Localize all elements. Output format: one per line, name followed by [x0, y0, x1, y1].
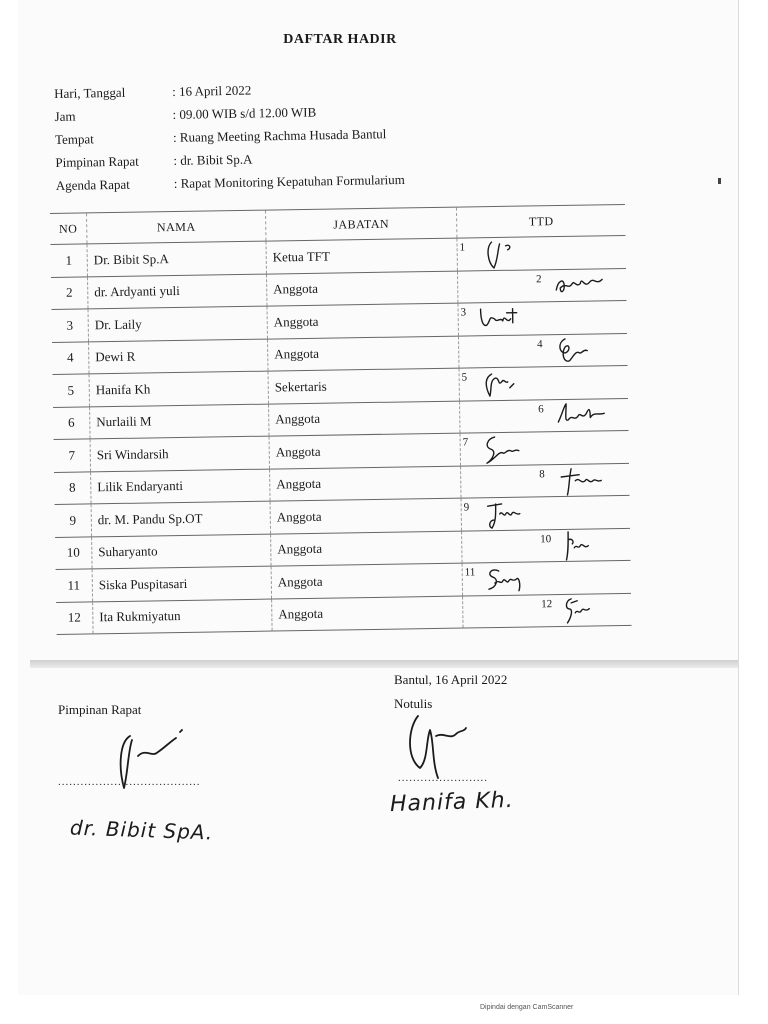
cell-no: 9 — [55, 504, 92, 537]
cell-jabatan: Anggota — [269, 433, 460, 468]
signature-mark — [475, 432, 535, 465]
cell-ttd — [461, 495, 630, 530]
attendance-table — [50, 204, 632, 635]
header-no: NO — [50, 213, 87, 245]
ttd-number: 2 — [536, 272, 542, 285]
cell-no: 5 — [53, 374, 90, 407]
cell-no: 4 — [52, 341, 89, 374]
leader-handwritten-name: dr. Bibit SpA. — [69, 815, 214, 845]
signature-mark — [473, 367, 533, 400]
cell-ttd — [459, 365, 628, 400]
meta-value: : Rapat Monitoring Kepatuhan Formularium — [173, 171, 405, 191]
ttd-number: 1 — [459, 241, 466, 254]
signature-mark — [472, 302, 532, 335]
header-jabatan: JABATAN — [265, 207, 456, 241]
cell-jabatan: Anggota — [270, 498, 461, 533]
cell-nama: Dewi R — [89, 339, 268, 374]
signature-mark — [554, 529, 614, 562]
cell-no: 7 — [54, 439, 91, 472]
place-date: Bantul, 16 April 2022 — [394, 672, 508, 687]
cell-jabatan: Anggota — [267, 303, 458, 338]
cell-jabatan: Anggota — [269, 401, 460, 436]
meta-label: Agenda Rapat — [55, 176, 130, 193]
cell-ttd — [457, 268, 626, 303]
cell-ttd — [461, 463, 630, 498]
cell-no: 8 — [54, 471, 91, 504]
ttd-number: 12 — [541, 597, 553, 610]
signature-mark — [553, 464, 613, 497]
cell-nama: Dr. Laily — [88, 306, 267, 341]
ttd-number: 8 — [539, 467, 545, 480]
ttd-number: 4 — [537, 337, 543, 350]
cell-jabatan: Anggota — [267, 336, 458, 371]
cell-ttd — [462, 528, 631, 563]
cell-jabatan: Sekertaris — [268, 368, 459, 403]
document-title: DAFTAR HADIR — [283, 32, 397, 47]
cell-no: 2 — [51, 276, 88, 309]
cell-no: 11 — [56, 569, 93, 602]
cell-ttd — [458, 300, 627, 335]
signature-mark — [476, 497, 536, 530]
cell-nama: Nurlaili M — [90, 404, 269, 439]
signature-mark — [555, 594, 615, 627]
cell-nama: Suharyanto — [92, 534, 271, 569]
cell-nama: Hanifa Kh — [89, 371, 268, 406]
cell-jabatan: Anggota — [271, 563, 462, 598]
meta-value: : 16 April 2022 — [172, 82, 252, 99]
header-nama: NAMA — [87, 210, 266, 244]
cell-no: 1 — [50, 244, 87, 277]
cell-nama: dr. M. Pandu Sp.OT — [91, 501, 270, 536]
signature-mark — [552, 399, 612, 432]
cell-nama: Lilik Endaryanti — [91, 469, 270, 504]
meta-value: : 09.00 WIB s/d 12.00 WIB — [172, 103, 317, 122]
meta-label: Tempat — [54, 130, 94, 147]
meta-label: Pimpinan Rapat — [55, 153, 139, 170]
cell-ttd — [459, 398, 628, 433]
cell-jabatan: Ketua TFT — [266, 238, 457, 273]
meta-label: Hari, Tanggal — [54, 84, 126, 101]
cell-no: 6 — [53, 406, 90, 439]
signature-mark — [551, 334, 611, 367]
cell-jabatan: Anggota — [271, 531, 462, 566]
ttd-number: 9 — [463, 501, 470, 514]
ttd-number: 6 — [538, 402, 544, 415]
meeting-info — [54, 76, 405, 197]
cell-ttd — [457, 235, 626, 270]
cell-no: 10 — [55, 536, 92, 569]
ttd-number: 10 — [540, 532, 552, 545]
cell-no: 3 — [52, 309, 89, 342]
cell-nama: Siska Puspitasari — [92, 566, 271, 601]
ttd-number: 7 — [462, 436, 469, 449]
cell-jabatan: Anggota — [272, 596, 463, 631]
header-ttd: TTD — [456, 204, 625, 238]
signature-mark — [550, 269, 610, 302]
cell-nama: dr. Ardyanti yuli — [88, 274, 267, 309]
cell-jabatan: Anggota — [266, 271, 457, 306]
notulis-signature-label: Notulis — [394, 696, 433, 711]
ttd-number: 11 — [464, 566, 476, 579]
leader-signature-label: Pimpinan Rapat — [58, 702, 142, 717]
cell-ttd — [460, 430, 629, 465]
cell-jabatan: Anggota — [270, 466, 461, 501]
scan-mark — [718, 178, 721, 184]
ttd-number: 3 — [460, 306, 467, 319]
cell-ttd — [458, 333, 627, 368]
cell-nama: Ita Rukmiyatun — [93, 599, 272, 634]
cell-no: 12 — [56, 601, 93, 634]
scan-fold-line — [30, 660, 738, 668]
meta-value: : dr. Bibit Sp.A — [173, 151, 253, 168]
cell-nama: Sri Windarsih — [90, 436, 269, 471]
signature-mark — [471, 237, 531, 270]
cell-ttd — [462, 560, 631, 595]
notulis-signature-stroke — [410, 716, 466, 778]
cell-ttd — [463, 593, 632, 628]
scanner-footer-note: Dipindai dengan CamScanner — [480, 1004, 574, 1011]
ttd-number: 5 — [461, 371, 468, 384]
signature-mark — [477, 562, 537, 595]
leader-signature-line: ...................................... — [58, 776, 201, 788]
meta-label: Jam — [54, 108, 76, 124]
notulis-handwritten-name: Hanifa Kh. — [389, 787, 515, 818]
cell-nama: Dr. Bibit Sp.A — [87, 241, 266, 276]
meta-value: : Ruang Meeting Rachma Husada Bantul — [172, 125, 387, 145]
notulis-signature-line: ........................ — [398, 772, 488, 784]
